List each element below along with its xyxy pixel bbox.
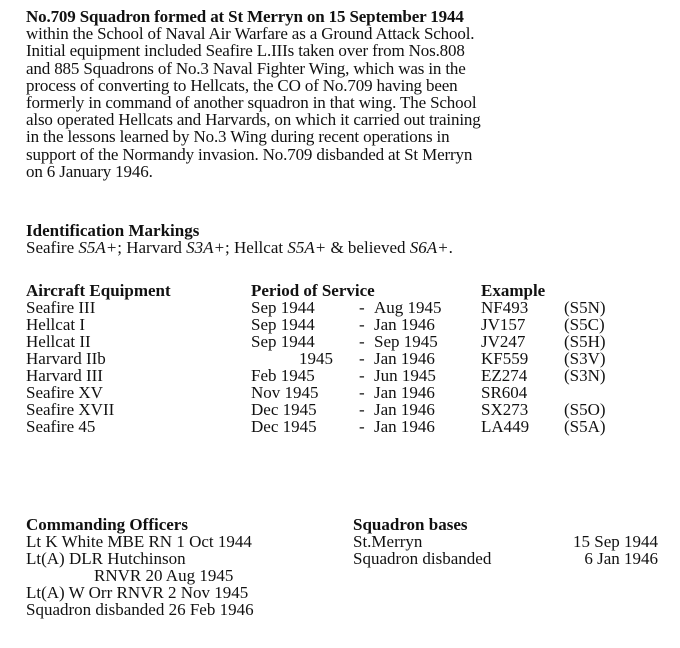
intro-line: on 6 January 1946. xyxy=(26,161,153,181)
intro-line: also operated Hellcats and Harvards, on which it carried out training xyxy=(26,110,481,130)
example-serial: SX273 xyxy=(481,400,529,419)
period-end: Aug 1945 xyxy=(374,298,442,317)
intro-line: in the lessons learned by No.3 Wing during recent operations in xyxy=(26,127,450,147)
base-date: 6 Jan 1946 xyxy=(584,549,658,568)
example-serial: JV247 xyxy=(481,332,526,351)
marking-end: . xyxy=(448,238,453,257)
period-end: Jan 1946 xyxy=(374,383,435,402)
base-row xyxy=(353,550,658,567)
example-code: (S5C) xyxy=(564,315,605,334)
marking-code: S3A+ xyxy=(186,238,226,257)
example-code: (S3V) xyxy=(564,349,606,368)
commanding-officers xyxy=(26,516,346,618)
aircraft-name: Hellcat II xyxy=(26,332,91,351)
intro-line: and 885 Squadrons of No.3 Naval Fighter Wing, which was in the xyxy=(26,58,466,78)
intro-paragraph xyxy=(26,8,666,180)
period-end: Jan 1946 xyxy=(374,315,435,334)
officer-line: Squadron disbanded 26 Feb 1946 xyxy=(26,600,254,619)
officers-heading: Commanding Officers xyxy=(26,515,188,534)
period-separator: - xyxy=(359,332,365,351)
table-row xyxy=(26,418,666,435)
example-code: (S5N) xyxy=(564,298,606,317)
example-code: (S3N) xyxy=(564,366,606,385)
aircraft-name: Seafire XVII xyxy=(26,400,115,419)
squadron-bases xyxy=(353,516,673,567)
bases-heading: Squadron bases xyxy=(353,515,468,534)
aircraft-name: Hellcat I xyxy=(26,315,85,334)
period-start: Dec 1945 xyxy=(251,417,317,436)
period-start: 1945 xyxy=(299,349,333,368)
marking-code: S5A+ xyxy=(287,238,327,257)
marking-label: & believed xyxy=(326,238,410,257)
intro-line: process of converting to Hellcats, the CO of No.709 having been xyxy=(26,75,458,95)
period-end: Jan 1946 xyxy=(374,349,435,368)
period-start: Sep 1944 xyxy=(251,298,315,317)
table-row xyxy=(26,401,666,418)
example-serial: NF493 xyxy=(481,298,529,317)
marking-label: ; Hellcat xyxy=(225,238,288,257)
period-separator: - xyxy=(359,383,365,402)
header-aircraft: Aircraft Equipment xyxy=(26,281,171,300)
aircraft-name: Harvard IIb xyxy=(26,349,106,368)
example-code: (S5H) xyxy=(564,332,606,351)
period-start: Sep 1944 xyxy=(251,332,315,351)
table-row xyxy=(26,333,666,350)
marking-label: Seafire xyxy=(26,238,79,257)
table-row xyxy=(26,316,666,333)
table-row xyxy=(26,299,666,316)
table-row xyxy=(26,384,666,401)
period-separator: - xyxy=(359,349,365,368)
example-code: (S5O) xyxy=(564,400,606,419)
period-end: Jan 1946 xyxy=(374,417,435,436)
period-start: Sep 1944 xyxy=(251,315,315,334)
marking-code: S6A+ xyxy=(409,238,449,257)
period-end: Jun 1945 xyxy=(374,366,436,385)
period-separator: - xyxy=(359,366,365,385)
example-serial: EZ274 xyxy=(481,366,528,385)
header-example: Example xyxy=(481,281,546,300)
period-separator: - xyxy=(359,400,365,419)
period-start: Feb 1945 xyxy=(251,366,315,385)
header-period: Period of Service xyxy=(251,281,375,300)
base-row xyxy=(353,533,658,550)
aircraft-equipment-table xyxy=(26,282,666,435)
aircraft-name: Harvard III xyxy=(26,366,103,385)
marking-label: ; Harvard xyxy=(117,238,187,257)
period-end: Jan 1946 xyxy=(374,400,435,419)
period-end: Sep 1945 xyxy=(374,332,438,351)
aircraft-name: Seafire III xyxy=(26,298,96,317)
example-serial: LA449 xyxy=(481,417,530,436)
example-serial: KF559 xyxy=(481,349,529,368)
officer-line: Lt(A) DLR Hutchinson xyxy=(26,549,186,568)
identification-heading: Identification Markings xyxy=(26,221,200,240)
example-code: (S5A) xyxy=(564,417,606,436)
intro-lead: No.709 Squadron formed at St Merryn on 15 September 1944 xyxy=(26,7,464,26)
intro-line: Initial equipment included Seafire L.IIIs taken over from Nos.808 xyxy=(26,41,465,61)
period-start: Nov 1945 xyxy=(251,383,319,402)
intro-line: support of the Normandy invasion. No.709 disbanded at St Merryn xyxy=(26,144,473,164)
period-separator: - xyxy=(359,298,365,317)
officer-line: Lt K White MBE RN 1 Oct 1944 xyxy=(26,532,252,551)
aircraft-name: Seafire XV xyxy=(26,383,103,402)
base-place: St.Merryn xyxy=(353,532,423,551)
identification-text xyxy=(26,239,666,256)
marking-code: S5A+ xyxy=(78,238,118,257)
example-serial: SR604 xyxy=(481,383,528,402)
table-row xyxy=(26,350,666,367)
officer-line: RNVR 20 Aug 1945 xyxy=(94,566,234,585)
intro-line: formerly in command of another squadron in that wing. The School xyxy=(26,92,477,112)
period-separator: - xyxy=(359,417,365,436)
period-separator: - xyxy=(359,315,365,334)
base-date: 15 Sep 1944 xyxy=(573,532,658,551)
period-start: Dec 1945 xyxy=(251,400,317,419)
base-place: Squadron disbanded xyxy=(353,549,492,568)
aircraft-name: Seafire 45 xyxy=(26,417,96,436)
example-serial: JV157 xyxy=(481,315,526,334)
officer-line: Lt(A) W Orr RNVR 2 Nov 1945 xyxy=(26,583,249,602)
intro-line: within the School of Naval Air Warfare as a Ground Attack School. xyxy=(26,24,475,44)
table-header xyxy=(26,282,666,299)
identification-markings xyxy=(26,222,666,256)
table-row xyxy=(26,367,666,384)
